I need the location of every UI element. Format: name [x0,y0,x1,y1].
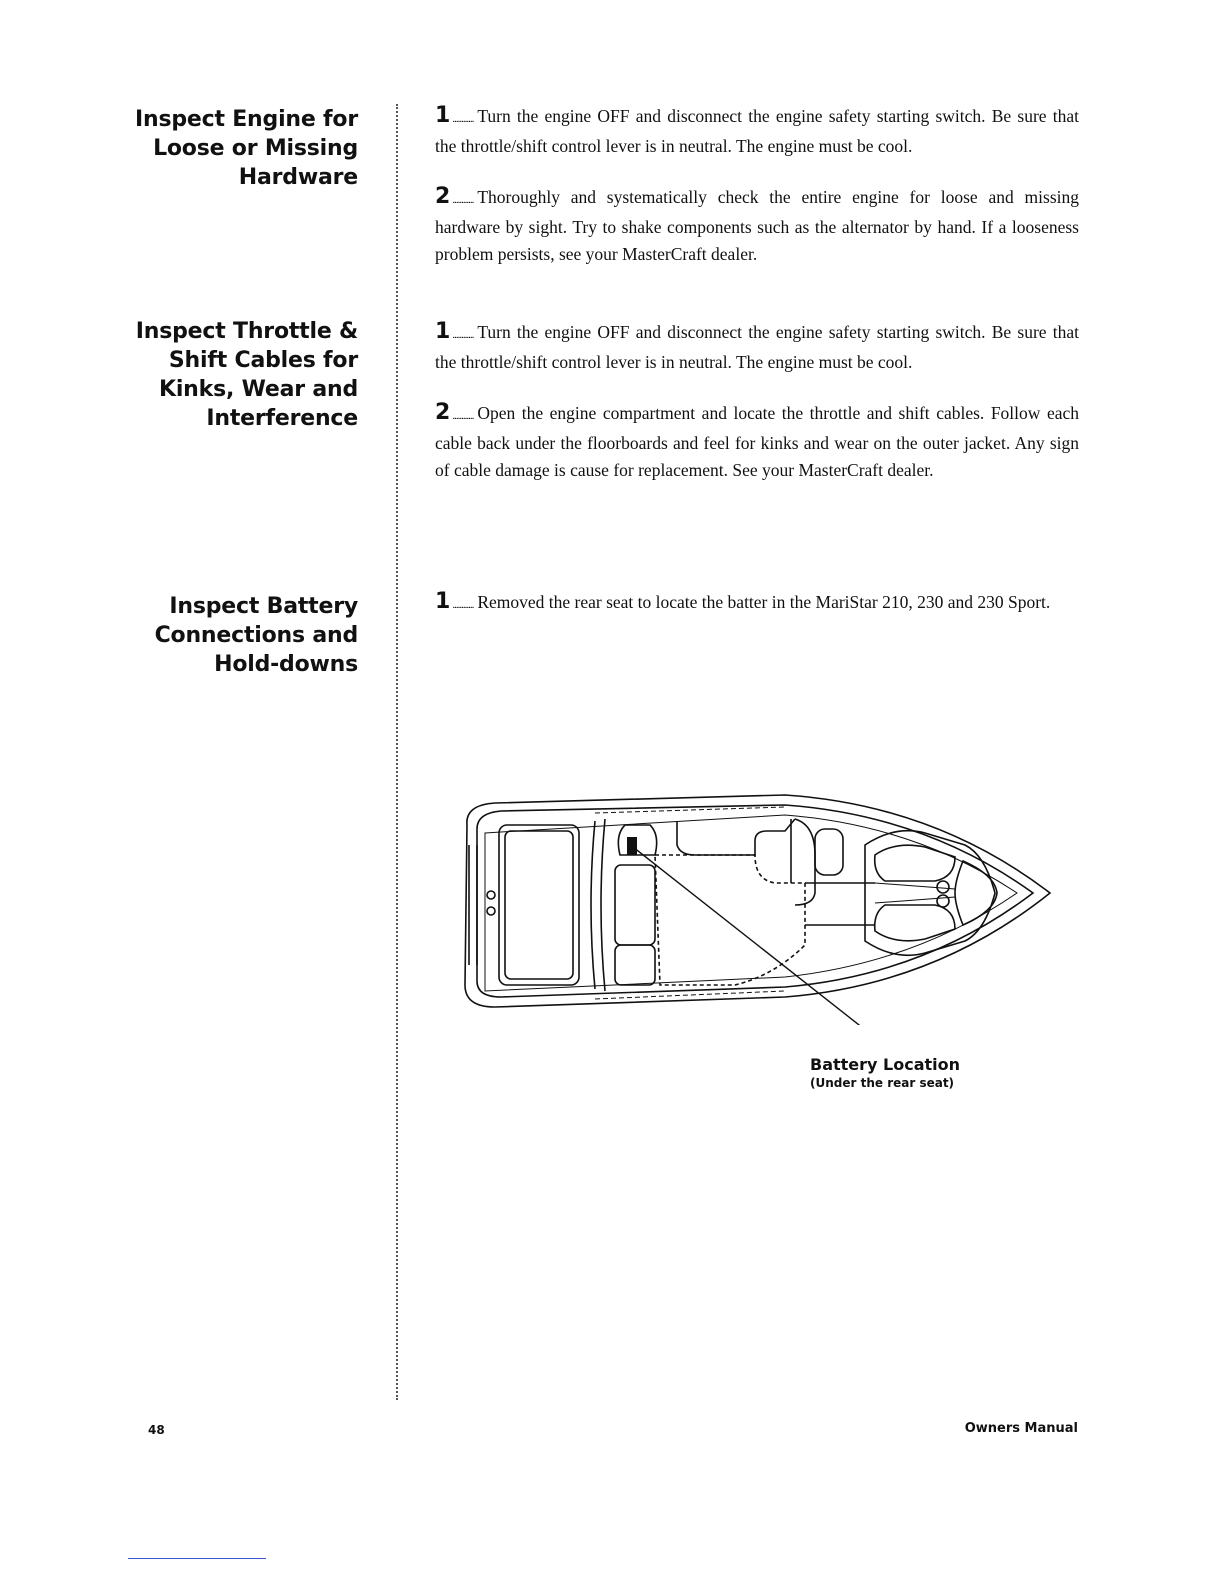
leader-dots: ............ [452,329,474,341]
engine-hardware-step-2 [435,183,1079,268]
step-text: Turn the engine OFF and disconnect the engine safety starting switch. Be sure that the throttle/shift control lever is in neutral. The engine must be cool. [435,106,1079,156]
leader-dots: ............ [452,410,474,422]
manual-title: Owners Manual [964,1421,1078,1436]
step-text: Open the engine compartment and locate the throttle and shift cables. Follow each cable back under the floorboards and feel for kinks and wear on the outer jacket. Any sign of cable damage is cause for replacement. See your MasterCraft dealer. [435,403,1079,480]
leader-dots: ............ [452,194,474,206]
engine-hardware-step-1 [435,102,1079,160]
battery-marker-icon [627,837,637,855]
boat-top-view-diagram [455,785,1055,1025]
leader-dots: ............ [452,113,474,125]
step-number: 1 [435,103,451,128]
callout-note: (Under the rear seat) [810,1076,955,1090]
step-text: Thoroughly and systematically check the entire engine for loose and missing hardware by sight. Try to shake components such as the alternator by hand. If a looseness problem persists, see your MasterCraft dealer. [435,187,1079,264]
section-heading-engine-hardware: Inspect Engine for Loose or Missing Hardware [135,107,358,190]
step-text: Turn the engine OFF and disconnect the engine safety starting switch. Be sure that the throttle/shift control lever is in neutral. The engine must be cool. [435,322,1079,372]
step-number: 2 [435,184,451,209]
underline-mark [128,1558,266,1559]
step-number: 2 [435,400,451,425]
throttle-cables-step-2 [435,399,1079,484]
step-text: Removed the rear seat to locate the batter in the MariStar 210, 230 and 230 Sport. [477,592,1051,612]
section-heading-throttle-cables: Inspect Throttle & Shift Cables for Kinks, Wear and Interference [135,319,358,431]
battery-step-1 [435,588,1079,619]
callout-title: Battery Location [810,1055,961,1074]
section-heading-battery: Inspect Battery Connections and Hold-downs [154,594,358,677]
leader-dots: ............ [452,599,474,611]
page-number: 48 [148,1423,165,1437]
battery-location-callout [810,1055,960,1091]
step-number: 1 [435,319,451,344]
throttle-cables-step-1 [435,318,1079,376]
column-divider [396,104,398,1400]
step-number: 1 [435,589,451,614]
